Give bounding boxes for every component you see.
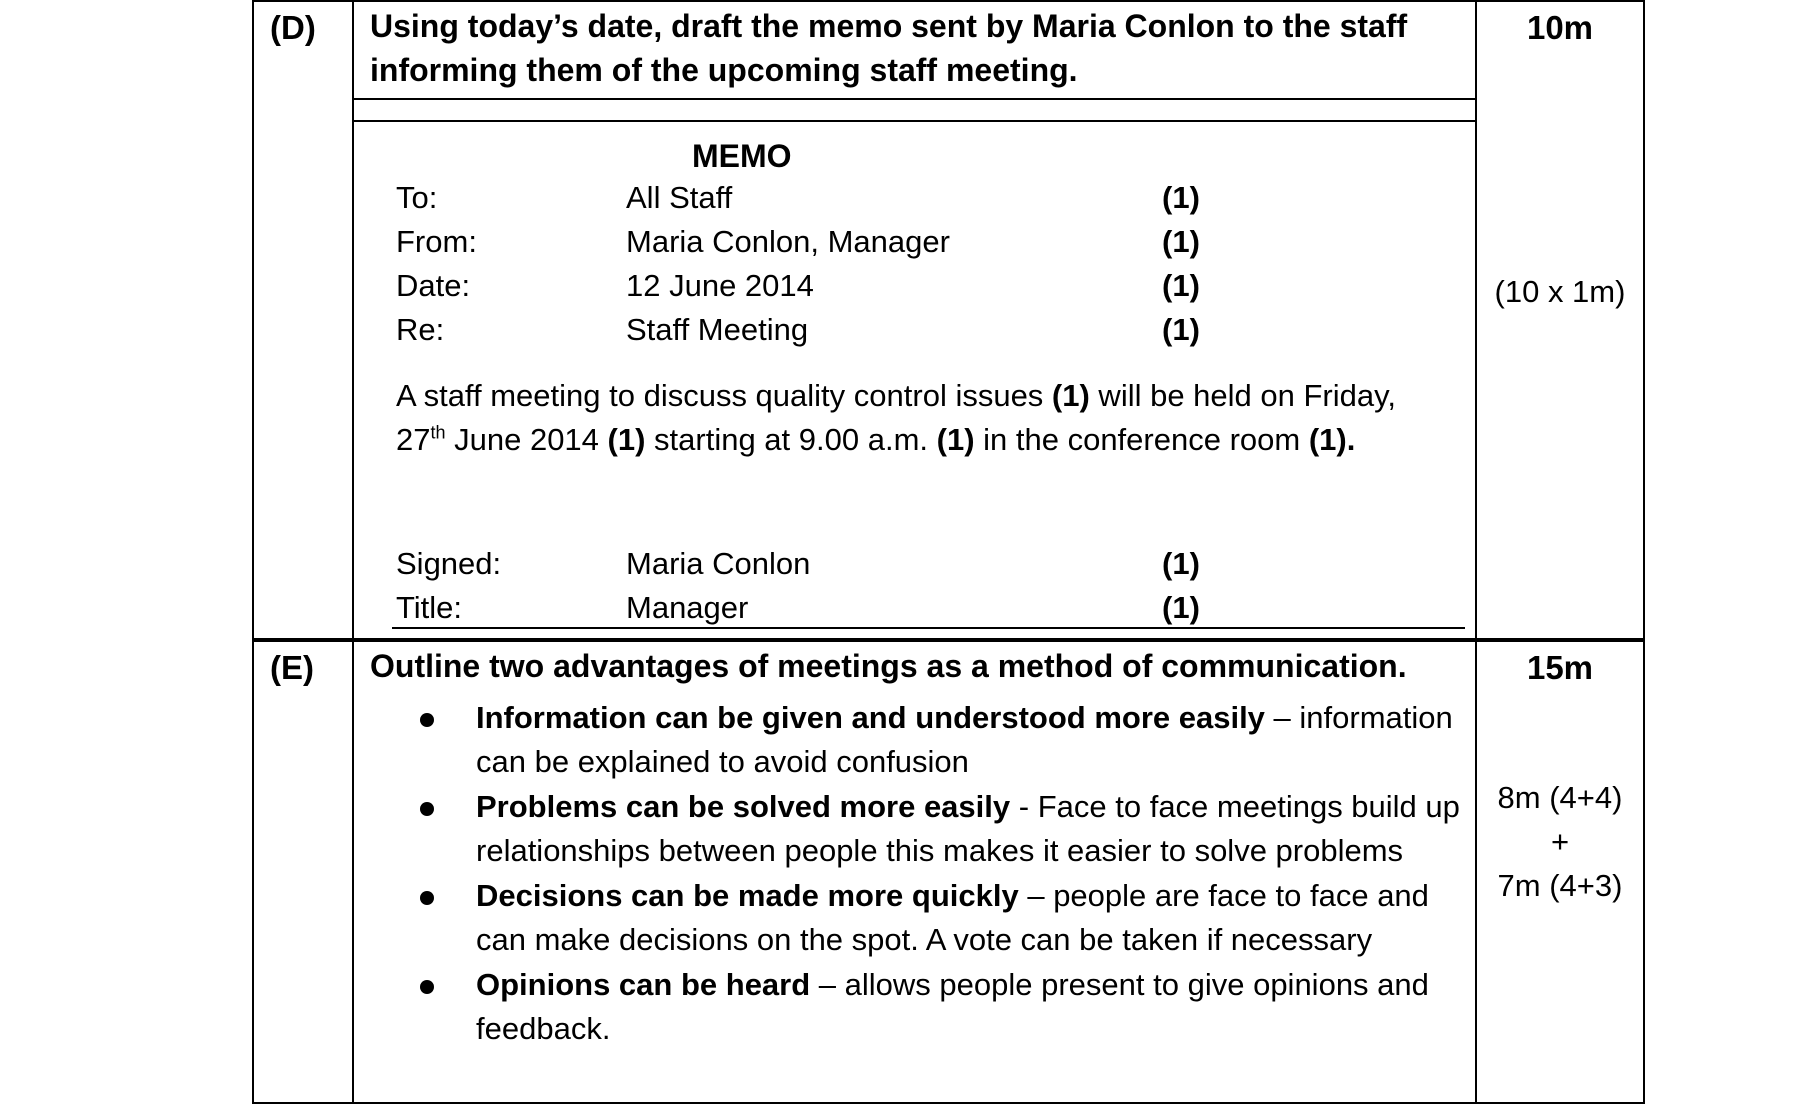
- bullet-separator: –: [1264, 700, 1300, 735]
- question-d-spacer-row: [353, 99, 1476, 121]
- question-d-id-cell: [253, 1, 353, 639]
- memo-mark: (1): [1162, 268, 1200, 303]
- memo-cell: [353, 121, 1476, 639]
- memo-body-text: A staff meeting to discuss quality control issues: [396, 378, 1052, 413]
- memo-label: Re:: [396, 312, 445, 347]
- memo-label: Signed:: [396, 546, 502, 581]
- question-d-breakdown: (10 x 1m): [1494, 274, 1626, 309]
- list-item: [476, 785, 1465, 873]
- memo-body-mark: (1).: [1308, 422, 1356, 457]
- memo-body-text: in the conference room: [974, 422, 1309, 457]
- bullet-body: information can be explained to avoid confusion: [476, 700, 1453, 779]
- bullet-heading: Opinions can be heard: [476, 967, 811, 1002]
- memo-value: Maria Conlon: [626, 546, 811, 581]
- advantages-list: [354, 688, 1475, 1051]
- bullet-separator: –: [1018, 878, 1054, 913]
- question-e-id-cell: [253, 641, 353, 1103]
- question-d-text-cell: [353, 1, 1476, 99]
- bullet-body: allows people present to give opinions and feedback.: [476, 967, 1429, 1046]
- memo-mark: (1): [1162, 590, 1200, 625]
- bullet-separator: -: [1010, 789, 1038, 824]
- bullet-heading: Problems can be solved more easily: [476, 789, 1011, 824]
- question-e-content-cell: [353, 641, 1476, 1103]
- memo-title: MEMO: [692, 138, 792, 174]
- bullet-icon: [420, 891, 434, 905]
- bullet-icon: [420, 713, 434, 727]
- memo-body-mark: (1): [936, 422, 975, 457]
- list-item: [476, 874, 1465, 962]
- memo-value: 12 June 2014: [626, 268, 814, 303]
- bullet-body: people are face to face and can make decisions on the spot. A vote can be taken if necessary: [476, 878, 1429, 957]
- memo-body-text: June 2014: [445, 422, 608, 457]
- breakdown-line: 7m (4+3): [1497, 868, 1623, 903]
- bullet-heading: Information can be given and understood more easily: [476, 700, 1265, 735]
- memo-body-text: starting at 9.00 a.m.: [645, 422, 937, 457]
- bullet-icon: [420, 980, 434, 994]
- bullet-icon: [420, 802, 434, 816]
- memo-mark: (1): [1162, 312, 1200, 347]
- question-d-id: (D): [270, 9, 316, 46]
- memo-body-text: will be held on Friday, 27: [396, 378, 1396, 457]
- bullet-body: Face to face meetings build up relationships between people this makes it easier to solve problems: [476, 789, 1460, 868]
- memo-mark: (1): [1162, 180, 1200, 215]
- memo-value: All Staff: [626, 180, 733, 215]
- memo-body-superscript: th: [430, 422, 446, 443]
- memo-body: [396, 374, 1396, 462]
- question-e-table: [252, 640, 1645, 1104]
- memo-label: To:: [396, 180, 438, 215]
- memo-mark: (1): [1162, 546, 1200, 581]
- question-d-marks: 10m: [1526, 9, 1594, 46]
- question-d-text: Using today’s date, draft the memo sent by Maria Conlon to the staff informing them of the upcoming staff meeting.: [370, 8, 1408, 88]
- question-d-table: [252, 0, 1645, 640]
- question-e-id: (E): [270, 649, 314, 686]
- question-e-marks-cell: [1476, 641, 1644, 1103]
- memo-mark: (1): [1162, 224, 1200, 259]
- memo-body-mark: (1): [607, 422, 646, 457]
- question-e-marks: 15m: [1526, 649, 1594, 686]
- memo-underline: [392, 627, 1465, 629]
- memo-label: Date:: [396, 268, 471, 303]
- memo-label: From:: [396, 224, 477, 259]
- bullet-separator: –: [810, 967, 845, 1002]
- bullet-heading: Decisions can be made more quickly: [476, 878, 1019, 913]
- memo-label: Title:: [396, 590, 463, 625]
- breakdown-line: 8m (4+4): [1497, 780, 1623, 815]
- memo-value: Manager: [626, 590, 749, 625]
- memo: [354, 122, 1475, 638]
- question-e-text: Outline two advantages of meetings as a method of communication.: [370, 648, 1407, 684]
- memo-value: Staff Meeting: [626, 312, 809, 347]
- list-item: [476, 963, 1465, 1051]
- memo-body-mark: (1): [1051, 378, 1090, 413]
- breakdown-plus: +: [1550, 824, 1570, 859]
- question-d-marks-cell: [1476, 1, 1644, 639]
- memo-value: Maria Conlon, Manager: [626, 224, 950, 259]
- list-item: [476, 696, 1465, 784]
- question-e-breakdown: [1477, 776, 1643, 908]
